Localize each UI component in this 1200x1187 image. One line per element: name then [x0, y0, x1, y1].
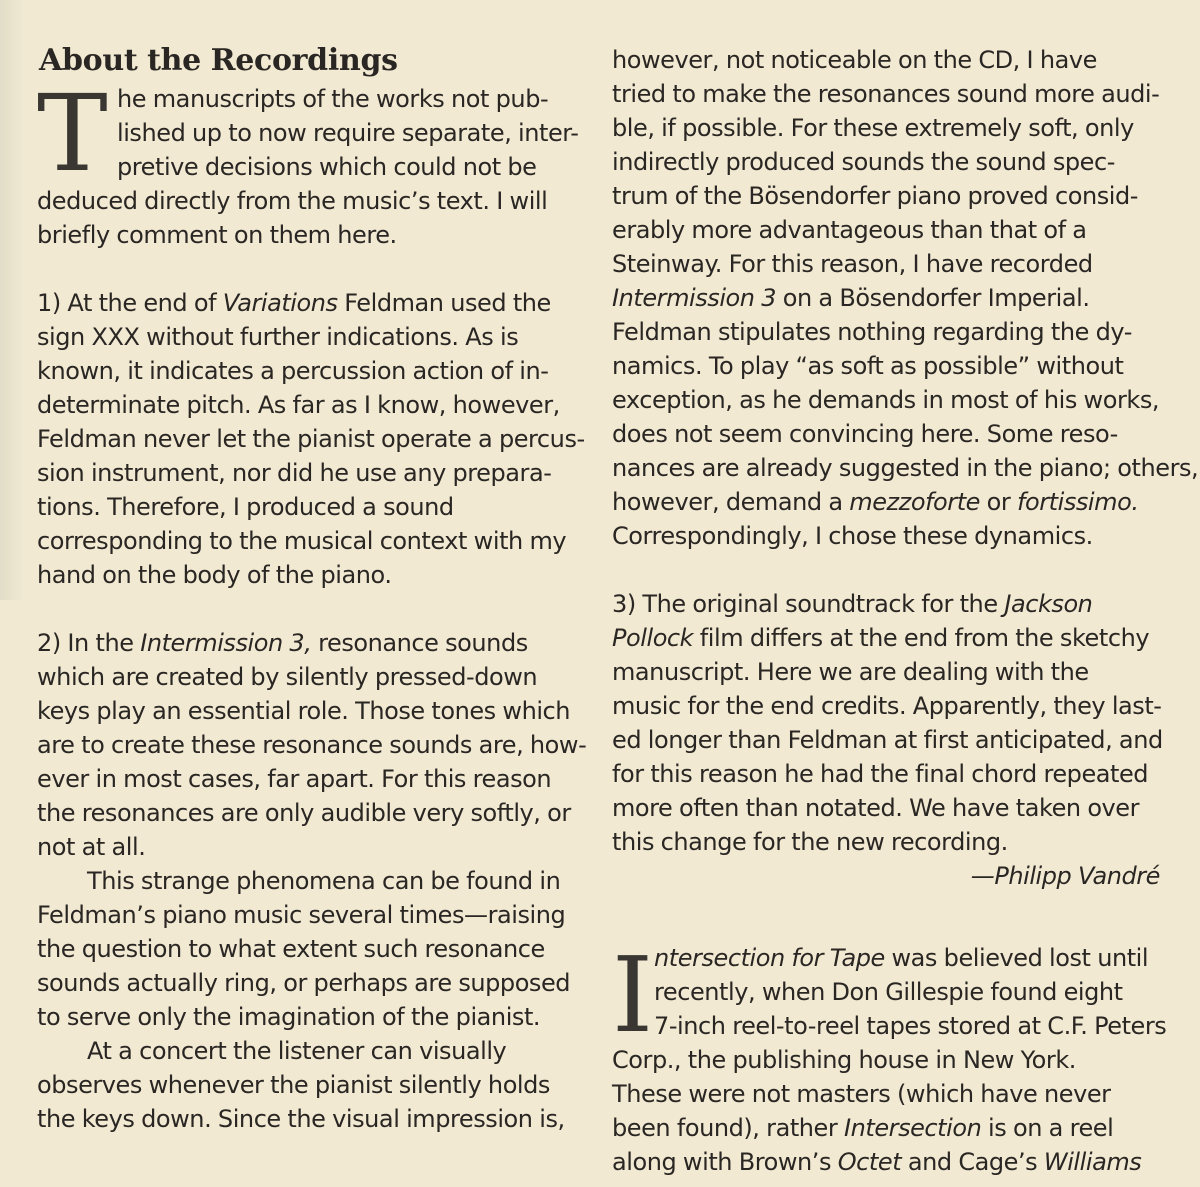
text-run: observes whenever the pianist silently holds — [37, 1071, 550, 1099]
text-line — [612, 383, 1172, 417]
text-run: does not seem convincing here. Some reso- — [612, 420, 1118, 448]
text-run: corresponding to the musical context with my — [37, 527, 567, 555]
text-line — [612, 247, 1172, 281]
text-run: been found), rather — [612, 1114, 844, 1142]
italic-text: Jackson — [1004, 590, 1093, 618]
text-line — [37, 320, 577, 354]
text-run: At a concert the listener can visually — [87, 1037, 507, 1065]
italic-text: Intersection — [843, 1114, 982, 1142]
intersection-more-lines — [612, 1043, 1172, 1179]
text-run: however, not noticeable on the CD, I have — [612, 46, 1097, 74]
text-line — [37, 1034, 577, 1068]
text-line — [612, 111, 1172, 145]
text-line — [612, 723, 1172, 757]
text-run: is on a reel — [981, 1114, 1114, 1142]
text-run: are to create these resonance sounds are, how- — [37, 731, 587, 759]
text-run: 7-inch reel-to-reel tapes stored at C.F. Peters — [654, 1012, 1167, 1040]
continued-paragraph — [612, 43, 1199, 553]
text-run: Feldman stipulates nothing regarding the dy- — [612, 318, 1132, 346]
text-run: more often than notated. We have taken over — [612, 794, 1140, 822]
text-line — [37, 626, 577, 660]
text-run: along with Brown’s — [612, 1148, 838, 1176]
text-line — [612, 77, 1172, 111]
text-line — [37, 524, 577, 558]
text-run: manuscript. Here we are dealing with the — [612, 658, 1089, 686]
italic-text: mezzoforte — [849, 488, 980, 516]
text-line — [612, 417, 1172, 451]
text-line — [37, 660, 577, 694]
text-run: keys play an essential role. Those tones which — [37, 697, 571, 725]
text-run: 1) At the end of — [37, 289, 223, 317]
text-run: trum of the Bösendorfer piano proved consid- — [612, 182, 1138, 210]
text-line — [612, 43, 1172, 77]
text-line — [37, 830, 577, 864]
text-line — [37, 694, 577, 728]
text-run: and Cage’s — [901, 1148, 1044, 1176]
text-run: sounds actually ring, or perhaps are supposed — [37, 969, 571, 997]
text-line — [612, 825, 1172, 859]
italic-text: ntersection for Tape — [654, 944, 885, 972]
text-line — [37, 864, 577, 898]
text-run: These were not masters (which have never — [612, 1080, 1111, 1108]
text-line — [37, 558, 577, 592]
intersection-opening-lines — [612, 934, 1172, 1056]
text-line — [37, 422, 585, 456]
text-line: pretive decisions which could not be — [117, 153, 537, 181]
text-line — [612, 1009, 1172, 1043]
text-run: the keys down. Since the visual impression is, — [37, 1105, 565, 1133]
italic-text: Intermission 3 — [612, 284, 777, 312]
text-line — [37, 796, 577, 830]
text-run: sion instrument, nor did he use any prepara- — [37, 459, 552, 487]
text-line — [612, 689, 1172, 723]
text-line — [37, 1068, 577, 1102]
italic-text: Variations — [222, 289, 338, 317]
text-line — [612, 485, 1172, 519]
drop-cap-i: I — [612, 934, 653, 1056]
italic-text: Intermission 3, — [140, 629, 312, 657]
text-line — [612, 179, 1172, 213]
text-run: known, it indicates a percussion action of in- — [37, 357, 549, 385]
text-run: was believed lost until — [884, 944, 1149, 972]
text-run: on a Bösendorfer Imperial. — [776, 284, 1090, 312]
text-run: namics. To play “as soft as possible” without — [612, 352, 1124, 380]
italic-text: fortissimo. — [1017, 488, 1139, 516]
text-line — [612, 1077, 1172, 1111]
text-line: briefly comment on them here. — [37, 221, 397, 249]
text-line — [612, 941, 1172, 975]
text-run: to serve only the imagination of the pianist. — [37, 1003, 541, 1031]
text-line — [612, 655, 1172, 689]
text-run: hand on the body of the piano. — [37, 561, 392, 589]
text-line — [37, 388, 577, 422]
text-line — [612, 1111, 1172, 1145]
text-run: however, demand a — [612, 488, 850, 516]
text-run: Feldman’s piano music several times—raising — [37, 901, 566, 929]
right-column — [612, 43, 1199, 1179]
text-line — [612, 349, 1172, 383]
italic-text: Williams — [1043, 1148, 1142, 1176]
text-run: ever in most cases, far apart. For this reason — [37, 765, 552, 793]
text-line — [37, 286, 577, 320]
text-run: Feldman never let the pianist operate a percus- — [37, 425, 585, 453]
text-run: erably more advantageous than that of a — [612, 216, 1087, 244]
point-3-paragraph — [612, 587, 1172, 859]
text-run: 3) The original soundtrack for the — [612, 590, 1005, 618]
text-line — [612, 213, 1172, 247]
page-edge-shadow — [0, 0, 22, 600]
text-line: he manuscripts of the works not pub- — [117, 85, 549, 113]
text-line: deduced directly from the music’s text. I will — [37, 187, 548, 215]
text-run: for this reason he had the final chord repeated — [612, 760, 1149, 788]
text-line — [612, 757, 1172, 791]
intro-paragraph — [37, 72, 579, 252]
text-run: This strange phenomena can be found in — [87, 867, 561, 895]
text-run: exception, as he demands in most of his works, — [612, 386, 1160, 414]
text-run: sign XXX without further indications. As is — [37, 323, 519, 351]
text-line — [37, 1000, 577, 1034]
text-line — [37, 762, 577, 796]
author-signature: —Philipp Vandré — [970, 862, 1160, 890]
text-run: which are created by silently pressed-down — [37, 663, 538, 691]
text-run: this change for the new recording. — [612, 828, 1008, 856]
page-heading: About the Recordings — [39, 43, 398, 78]
text-run: the resonances are only audible very softly, or — [37, 799, 571, 827]
left-column — [37, 40, 587, 1136]
point-1-paragraph — [37, 286, 585, 592]
text-run: or — [979, 488, 1017, 516]
text-run: indirectly produced sounds the sound spec- — [612, 148, 1115, 176]
text-line — [37, 966, 577, 1000]
text-line — [37, 490, 577, 524]
strange-phenomena-paragraph — [37, 864, 577, 1034]
text-line — [612, 1043, 1172, 1077]
text-line — [37, 932, 577, 966]
text-line: lished up to now require separate, inter- — [117, 119, 579, 147]
text-line — [37, 1102, 577, 1136]
text-run: recently, when Don Gillespie found eight — [654, 978, 1123, 1006]
text-line — [612, 587, 1172, 621]
text-run: tried to make the resonances sound more audi- — [612, 80, 1160, 108]
text-run: determinate pitch. As far as I know, however, — [37, 391, 560, 419]
text-line — [37, 898, 577, 932]
italic-text: Octet — [837, 1148, 902, 1176]
italic-text: Pollock — [612, 624, 694, 652]
text-line — [612, 519, 1172, 553]
text-line — [612, 1145, 1172, 1179]
intersection-paragraph — [612, 934, 1172, 1179]
text-line — [37, 728, 587, 762]
text-line — [612, 975, 1172, 1009]
text-run: Feldman used the — [337, 289, 551, 317]
point-2-paragraph — [37, 626, 587, 864]
text-run: tions. Therefore, I produced a sound — [37, 493, 454, 521]
text-run: the question to what extent such resonance — [37, 935, 545, 963]
text-line — [612, 145, 1172, 179]
text-run: not at all. — [37, 833, 146, 861]
text-line — [612, 621, 1172, 655]
text-run: music for the end credits. Apparently, they last- — [612, 692, 1162, 720]
text-run: resonance sounds — [311, 629, 528, 657]
concert-paragraph — [37, 1034, 577, 1136]
drop-cap-t: T — [37, 72, 108, 195]
text-run: Steinway. For this reason, I have recorded — [612, 250, 1093, 278]
text-run: nances are already suggested in the piano; others, — [612, 454, 1199, 482]
text-line — [612, 281, 1172, 315]
text-line — [612, 791, 1172, 825]
text-run: Correspondingly, I chose these dynamics. — [612, 522, 1093, 550]
text-run: ble, if possible. For these extremely soft, only — [612, 114, 1134, 142]
text-run: film differs at the end from the sketchy — [693, 624, 1150, 652]
text-run: 2) In the — [37, 629, 141, 657]
text-line — [612, 315, 1172, 349]
text-run: Corp., the publishing house in New York. — [612, 1046, 1076, 1074]
text-line — [612, 451, 1199, 485]
text-run: ed longer than Feldman at first anticipated, and — [612, 726, 1163, 754]
text-line — [37, 456, 577, 490]
text-line — [37, 354, 577, 388]
